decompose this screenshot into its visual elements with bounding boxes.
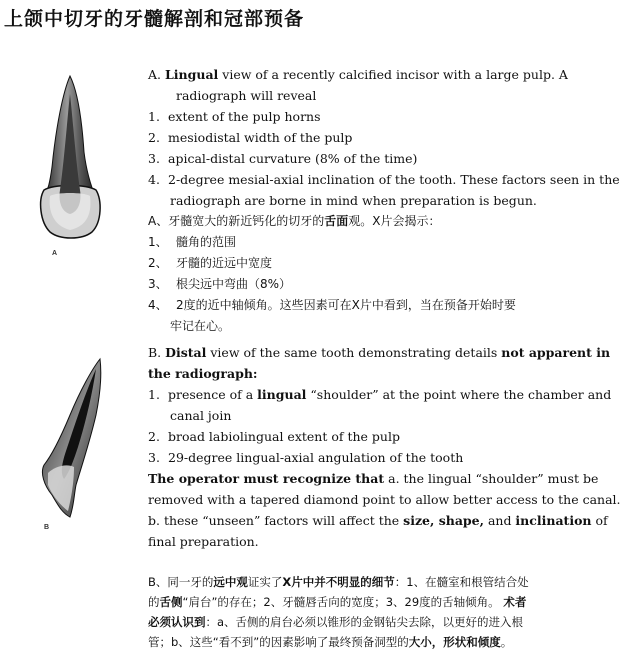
- page-title: 上颌中切牙的牙髓解剖和冠部预备: [4, 8, 305, 30]
- figure-b-distal-view-image: [30, 355, 110, 525]
- list-item: 1. extent of the pulp horns: [148, 109, 321, 124]
- section-b-intro: B. Distal view of the same tooth demonstrating details not apparent in: [148, 345, 611, 360]
- operator-note-line2: removed with a tapered diamond point to allow better access to the canal.: [148, 492, 621, 507]
- section-b-intro-cont: the radiograph:: [148, 366, 258, 381]
- list-item: 4、 2度的近中轴倾角。这些因素可在X片中看到，当在预备开始时要: [148, 298, 516, 312]
- operator-note-line4: final preparation.: [148, 534, 259, 549]
- list-item: 1、 髓角的范围: [148, 235, 237, 249]
- list-item: 3. 29-degree lingual-axial angulation of the tooth: [148, 450, 464, 465]
- figure-a-label: A: [52, 250, 58, 257]
- figure-b-label: B: [44, 524, 50, 531]
- list-item: 3、 根尖远中弯曲（8%）: [148, 277, 292, 291]
- section-a-text: [148, 64, 620, 337]
- section-b-text: [148, 342, 621, 552]
- section-b-zh-text: [148, 572, 593, 652]
- section-b-zh-line1: B、同一牙的远中观证实了X片中并不明显的细节：1、在髓室和根管结合处: [148, 575, 529, 589]
- list-item-cont: 牢记在心。: [170, 319, 231, 333]
- operator-note-line3: b. these “unseen” factors will affect the size, shape, and inclination of: [148, 513, 608, 528]
- section-a-zh-intro: A、牙髓宽大的新近钙化的切牙的舌面观。X片会揭示：: [148, 214, 441, 228]
- list-item-cont: canal join: [170, 408, 232, 423]
- figure-a-lingual-view-image: [30, 72, 110, 242]
- operator-note: The operator must recognize that a. the lingual “shoulder” must be: [148, 471, 599, 486]
- section-b-zh-line3: 必须认识到：a、舌侧的肩台必须以锥形的金钢钻尖去除，以更好的进入根: [148, 615, 524, 629]
- list-item: 4. 2-degree mesial-axial inclination of the tooth. These factors seen in the: [148, 172, 620, 187]
- list-item-cont: radiograph are borne in mind when preparation is begun.: [170, 193, 537, 208]
- list-item: 2. mesiodistal width of the pulp: [148, 130, 353, 145]
- list-item: 1. presence of a lingual “shoulder” at the point where the chamber and: [148, 387, 612, 402]
- section-a-intro-cont: radiograph will reveal: [176, 88, 317, 103]
- section-b-zh-line4: 管；b、这些“看不到”的因素影响了最终预备洞型的大小，形状和倾度。: [148, 635, 513, 649]
- list-item: 2、 牙髓的近远中宽度: [148, 256, 273, 270]
- section-b-zh-line2: 的舌侧“肩台”的存在；2、牙髓唇舌向的宽度；3、29度的舌轴倾角。 术者: [148, 595, 527, 609]
- list-item: 3. apical-distal curvature (8% of the time): [148, 151, 418, 166]
- section-a-intro: A. Lingual view of a recently calcified incisor with a large pulp. A: [148, 67, 568, 82]
- list-item: 2. broad labiolingual extent of the pulp: [148, 429, 400, 444]
